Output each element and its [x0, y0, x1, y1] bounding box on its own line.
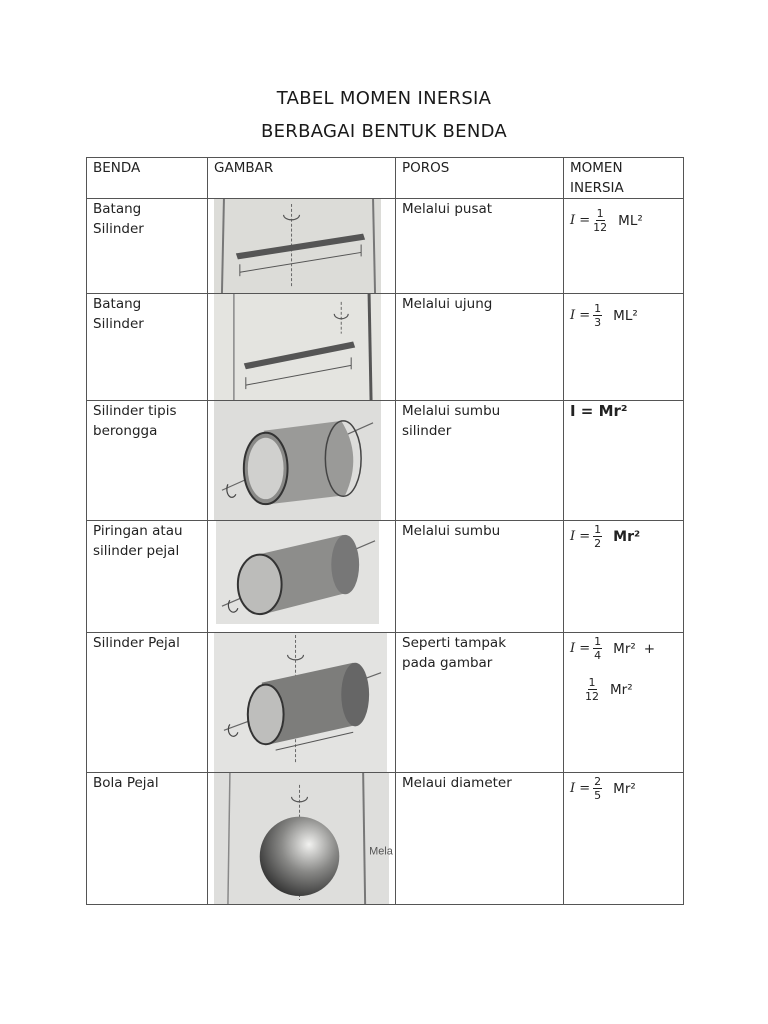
gambar-cell: [208, 633, 396, 773]
hollow-cylinder-icon: [214, 401, 381, 520]
poros-cell: Melalui sumbu: [396, 521, 564, 633]
benda-cell: Piringan atau silinder pejal: [87, 521, 208, 633]
image-label: Mela: [369, 845, 393, 858]
gambar-cell: [208, 199, 396, 294]
gambar-cell: [208, 773, 396, 905]
header-poros: POROS: [396, 158, 564, 199]
poros-cell: Melalui ujung: [396, 294, 564, 401]
benda-cell: Silinder tipis berongga: [87, 401, 208, 521]
table-header-row: [87, 158, 684, 199]
table-row: [87, 773, 684, 905]
table-row: [87, 294, 684, 401]
table-row: [87, 633, 684, 773]
header-benda: BENDA: [87, 158, 208, 199]
poros-cell: Melaui diameter: [396, 773, 564, 905]
solid-sphere-icon: [214, 773, 393, 904]
header-gambar: GAMBAR: [208, 158, 396, 199]
table-row: [87, 401, 684, 521]
page-title: TABEL MOMEN INERSIA: [276, 88, 492, 109]
gambar-cell: [208, 401, 396, 521]
poros-cell: Seperti tampak pada gambar: [396, 633, 564, 773]
rod-center-axis-icon: [214, 199, 381, 293]
momen-inersia-cell: I = $\frac{2}{5}$ Mr²: [564, 773, 684, 905]
momen-inersia-cell: I = $\frac{1}{2}$ Mr²: [564, 521, 684, 633]
inertia-table: [86, 157, 684, 905]
benda-cell: Batang Silinder: [87, 294, 208, 401]
solid-cylinder-transverse-axis-icon: [214, 633, 387, 772]
benda-cell: Bola Pejal: [87, 773, 208, 905]
rod-end-axis-icon: [214, 294, 381, 400]
gambar-cell: [208, 521, 396, 633]
momen-inersia-cell: I = $\frac{1}{4}$ Mr² + $\frac{1}{12}$ Mr²: [564, 633, 684, 773]
page-subtitle: BERBAGAI BENTUK BENDA: [260, 121, 508, 142]
momen-inersia-cell: I = Mr²: [564, 401, 684, 521]
momen-inersia-cell: I = $\frac{1}{3}$ ML²: [564, 294, 684, 401]
table-row: [87, 199, 684, 294]
table-row: [87, 521, 684, 633]
gambar-cell: [208, 294, 396, 401]
header-momen-inersia: MOMEN INERSIA: [564, 158, 684, 199]
poros-cell: Melalui sumbu silinder: [396, 401, 564, 521]
poros-cell: Melalui pusat: [396, 199, 564, 294]
benda-cell: Batang Silinder: [87, 199, 208, 294]
momen-inersia-cell: I = $\frac{1}{12}$ ML²: [564, 199, 684, 294]
solid-cylinder-icon: [216, 521, 379, 624]
benda-cell: Silinder Pejal: [87, 633, 208, 773]
